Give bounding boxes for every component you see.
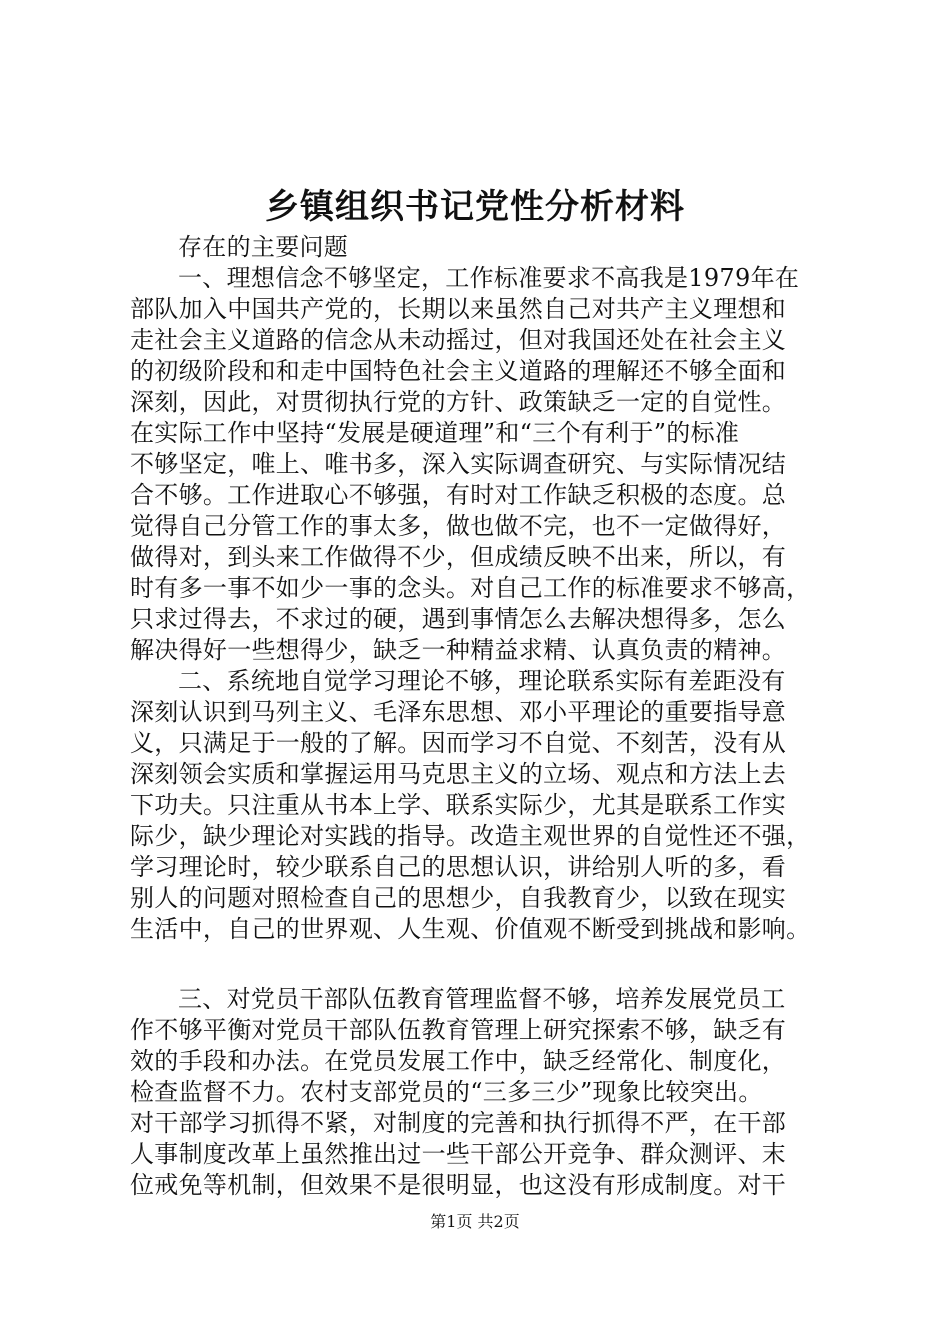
paragraph-2-line: 别人的问题对照检查自己的思想少，自我教育少，以致在现实 — [130, 884, 787, 912]
paragraph-3-line: 位戒免等机制，但效果不是很明显，也这没有形成制度。对干 — [130, 1171, 787, 1199]
paragraph-1-line: 解决得好一些想得少，缺乏一种精益求精、认真负责的精神。 — [130, 636, 787, 664]
paragraph-1-line: 的初级阶段和和走中国特色社会主义道路的理解还不够全面和 — [130, 357, 787, 385]
paragraph-2-line: 深刻认识到马列主义、毛泽东思想、邓小平理论的重要指导意 — [130, 698, 787, 726]
paragraph-2-line: 际少，缺少理论对实践的指导。改造主观世界的自觉性还不强， — [130, 822, 811, 850]
document-body — [130, 232, 830, 1201]
paragraph-3-line: 效的手段和办法。在党员发展工作中，缺乏经常化、制度化， — [130, 1047, 787, 1075]
paragraph-1-line: 时有多一事不如少一事的念头。对自己工作的标准要求不够高， — [130, 574, 811, 602]
paragraph-1-line: 只求过得去，不求过的硬，遇到事情怎么去解决想得多，怎么 — [130, 605, 787, 633]
paragraph-3-line: 人事制度改革上虽然推出过一些干部公开竞争、群众测评、末 — [130, 1140, 787, 1168]
paragraph-1-line: 觉得自己分管工作的事太多，做也做不完，也不一定做得好， — [130, 512, 787, 540]
paragraph-1-line: 合不够。工作进取心不够强，有时对工作缺乏积极的态度。总 — [130, 481, 787, 509]
paragraph-1-line: 深刻，因此，对贯彻执行党的方针、政策缺乏一定的自觉性。 — [130, 388, 787, 416]
paragraph-3-line: 对干部学习抓得不紧，对制度的完善和执行抓得不严，在干部 — [130, 1109, 787, 1137]
paragraph-1-line: 不够坚定，唯上、唯书多，深入实际调查研究、与实际情况结 — [130, 450, 787, 478]
paragraph-1-line: 走社会主义道路的信念从未动摇过，但对我国还处在社会主义 — [130, 326, 787, 354]
paragraph-2-line: 学习理论时，较少联系自己的思想认识，讲给别人听的多，看 — [130, 853, 787, 881]
section-heading: 存在的主要问题 — [178, 233, 349, 261]
paragraph-1-line: 部队加入中国共产党的，长期以来虽然自己对共产主义理想和 — [130, 295, 787, 323]
paragraph-1-line: 一、理想信念不够坚定，工作标准要求不高我是1979年在 — [178, 264, 800, 292]
paragraph-2-line: 二、系统地自觉学习理论不够，理论联系实际有差距没有 — [178, 667, 786, 695]
paragraph-1-line: 做得对，到头来工作做得不少，但成绩反映不出来，所以，有 — [130, 543, 787, 571]
paragraph-3-line: 检查监督不力。农村支部党员的“三多三少”现象比较突出。 — [130, 1078, 763, 1106]
paragraph-1-line: 在实际工作中坚持“发展是硬道理”和“三个有利于”的标准 — [130, 419, 740, 447]
paragraph-spacer — [130, 945, 830, 984]
paragraph-3-line: 作不够平衡对党员干部队伍教育管理上研究探索不够，缺乏有 — [130, 1016, 787, 1044]
page-number: 第1页 共2页 — [430, 1212, 520, 1231]
paragraph-2-line: 深刻领会实质和掌握运用马克思主义的立场、观点和方法上去 — [130, 760, 787, 788]
paragraph-2-line: 下功夫。只注重从书本上学、联系实际少，尤其是联系工作实 — [130, 791, 787, 819]
paragraph-2-line: 义，只满足于一般的了解。因而学习不自觉、不刻苦，没有从 — [130, 729, 787, 757]
paragraph-3-line: 三、对党员干部队伍教育管理监督不够，培养发展党员工 — [178, 985, 786, 1013]
document-title: 乡镇组织书记党性分析材料 — [265, 187, 685, 227]
paragraph-2-line: 生活中，自己的世界观、人生观、价值观不断受到挑战和影响。 — [130, 915, 811, 943]
